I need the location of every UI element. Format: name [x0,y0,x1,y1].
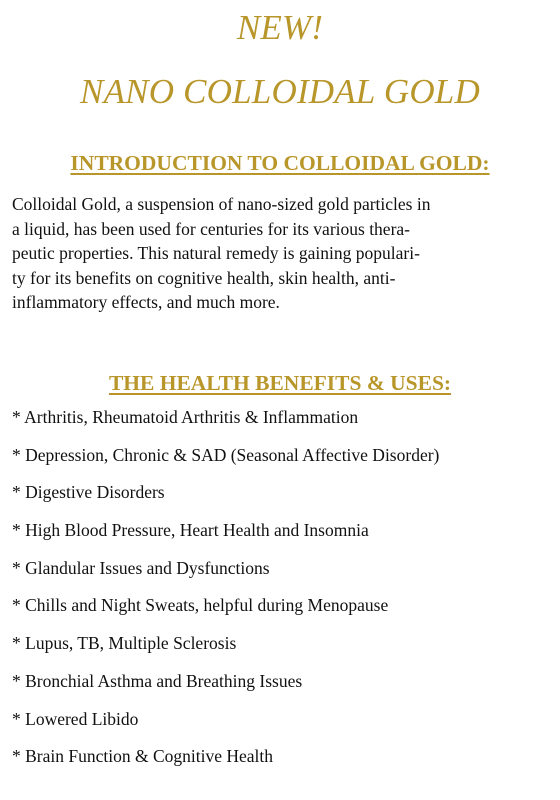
intro-line: a liquid, has been used for centuries for its various thera- [12,218,410,239]
benefit-item: * Arthritis, Rheumatoid Arthritis & Inflammation [12,407,359,427]
benefit-item: * Lowered Libido [12,708,139,729]
benefits-heading: THE HEALTH BENEFITS & USES: [108,371,452,395]
title-new: NEW! [236,8,324,47]
intro-line: peutic properties. This natural remedy is gaining populari- [12,243,420,263]
benefit-item: * Brain Function & Cognitive Health [12,746,274,767]
benefit-item: * Glandular Issues and Dysfunctions [12,557,270,578]
benefit-item: * Bronchial Asthma and Breathing Issues [12,670,303,691]
benefit-item: * High Blood Pressure, Heart Health and Insomnia [12,520,369,541]
benefits-list [12,406,557,783]
benefit-item: * Chills and Night Sweats, helpful during Menopause [12,595,389,616]
intro-line: ty for its benefits on cognitive health, skin health, anti- [12,267,396,288]
intro-line: Colloidal Gold, a suspension of nano-sized gold particles in [12,194,431,214]
benefit-item: * Depression, Chronic & SAD (Seasonal Affective Disorder) [12,444,440,465]
intro-paragraph [12,192,552,315]
title-product-name: NANO COLLOIDAL GOLD [80,72,480,111]
intro-line: inflammatory effects, and much more. [12,292,280,312]
benefit-item: * Digestive Disorders [12,482,165,503]
intro-heading: INTRODUCTION TO COLLOIDAL GOLD: [70,151,490,175]
benefit-item: * Lupus, TB, Multiple Sclerosis [12,633,237,654]
